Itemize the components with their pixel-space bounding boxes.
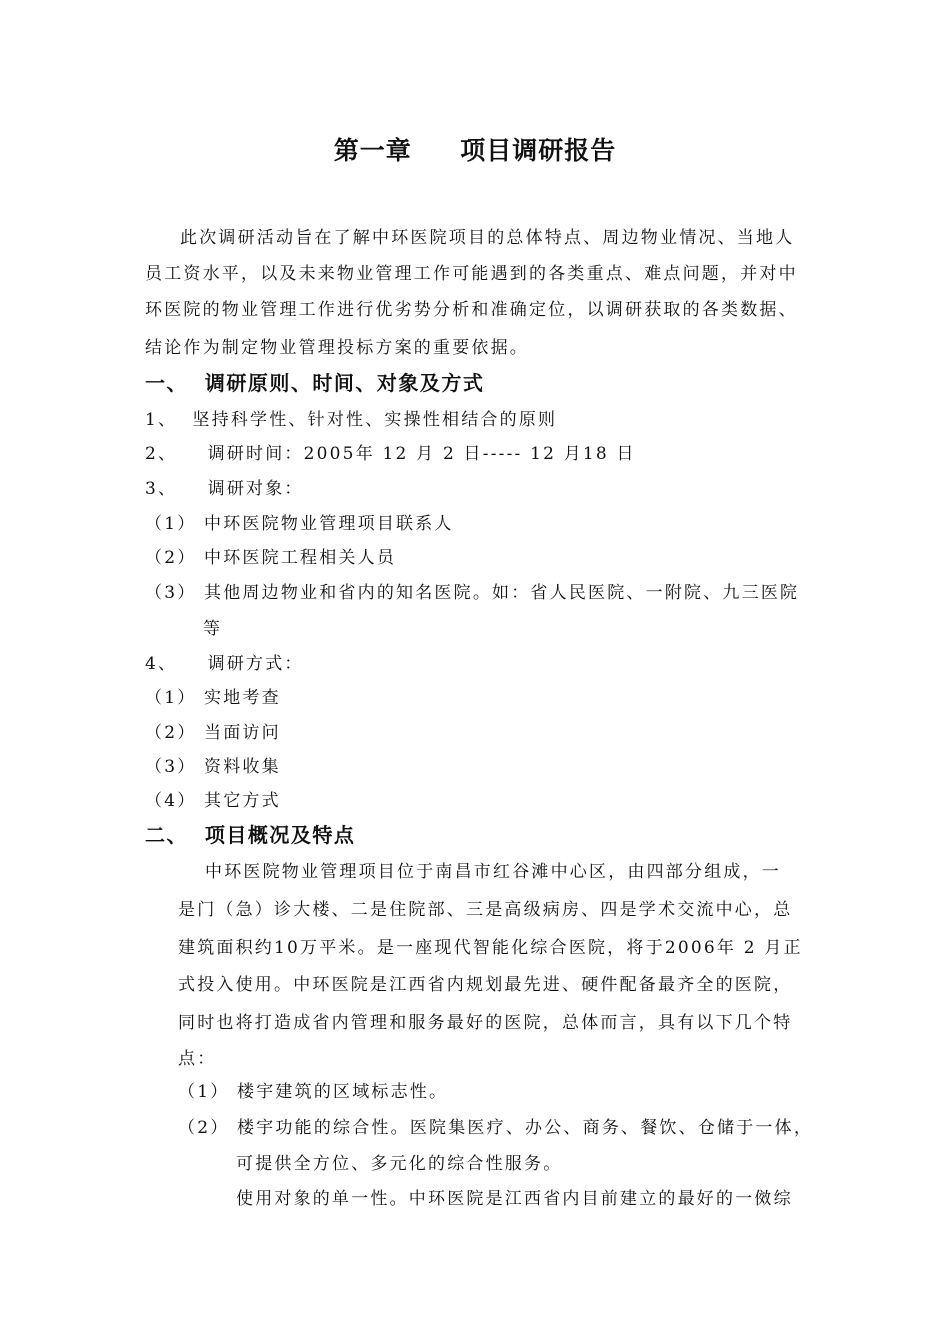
principle-item: 1、 坚持科学性、针对性、实操性相结合的原则 [145, 410, 558, 430]
intro-line: 环医院的物业管理工作进行优劣势分析和准确定位，以调研获取的各类数据、 [145, 300, 798, 320]
time-item: 2、 调研时间：2005年 12 月 2 日----- 12 月18 日 [145, 444, 636, 464]
target-sub-item-continued: 等 [203, 619, 223, 639]
target-sub-item: （2） 中环医院工程相关人员 [145, 548, 397, 568]
intro-line: 员工资水平，以及未来物业管理工作可能遇到的各类重点、难点问题，并对中 [145, 264, 798, 284]
method-sub-item: （1） 实地考查 [145, 688, 281, 708]
feature-item: （1） 楼宇建筑的区域标志性。 [178, 1082, 449, 1102]
method-item: 4、 调研方式： [145, 654, 304, 674]
overview-line: 中环医院物业管理项目位于南昌市红谷滩中心区，由四部分组成，一 [205, 862, 781, 882]
feature-item-continued: 可提供全方位、多元化的综合性服务。 [236, 1154, 563, 1174]
overview-line: 是门（急）诊大楼、二是住院部、三是高级病房、四是学术交流中心，总 [178, 900, 793, 920]
target-sub-item: （3） 其他周边物业和省内的知名医院。如：省人民医院、一附院、九三医院 [145, 583, 800, 603]
section-heading: 二、 项目概况及特点 [145, 823, 356, 847]
feature-item: 使用对象的单一性。中环医院是江西省内目前建立的最好的一傚综 [236, 1189, 793, 1209]
intro-line: 结论作为制定物业管理投标方案的重要依据。 [145, 338, 529, 358]
target-sub-item: （1） 中环医院物业管理项目联系人 [145, 514, 454, 534]
target-item: 3、 调研对象： [145, 479, 304, 499]
overview-line: 建筑面积约10万平米。是一座现代智能化综合医院，将于2006年 2 月正 [178, 938, 803, 958]
section-heading: 一、 调研原则、时间、对象及方式 [145, 371, 485, 395]
method-sub-item: （2） 当面访问 [145, 723, 281, 743]
method-sub-item: （4） 其它方式 [145, 791, 281, 811]
feature-item: （2） 楼宇功能的综合性。医院集医疗、办公、商务、餐饮、仓储于一体， [178, 1118, 814, 1138]
overview-line: 点： [178, 1049, 217, 1069]
method-sub-item: （3） 资料收集 [145, 757, 281, 777]
chapter-title: 第一章 项目调研报告 [333, 136, 617, 165]
overview-line: 式投入使用。中环医院是江西省内规划最先进、硬件配备最齐全的医院， [178, 975, 793, 995]
intro-line: 此次调研活动旨在了解中环医院项目的总体特点、周边物业情况、当地人 [180, 228, 795, 248]
overview-line: 同时也将打造成省内管理和服务最好的医院，总体而言，具有以下几个特 [178, 1013, 793, 1033]
